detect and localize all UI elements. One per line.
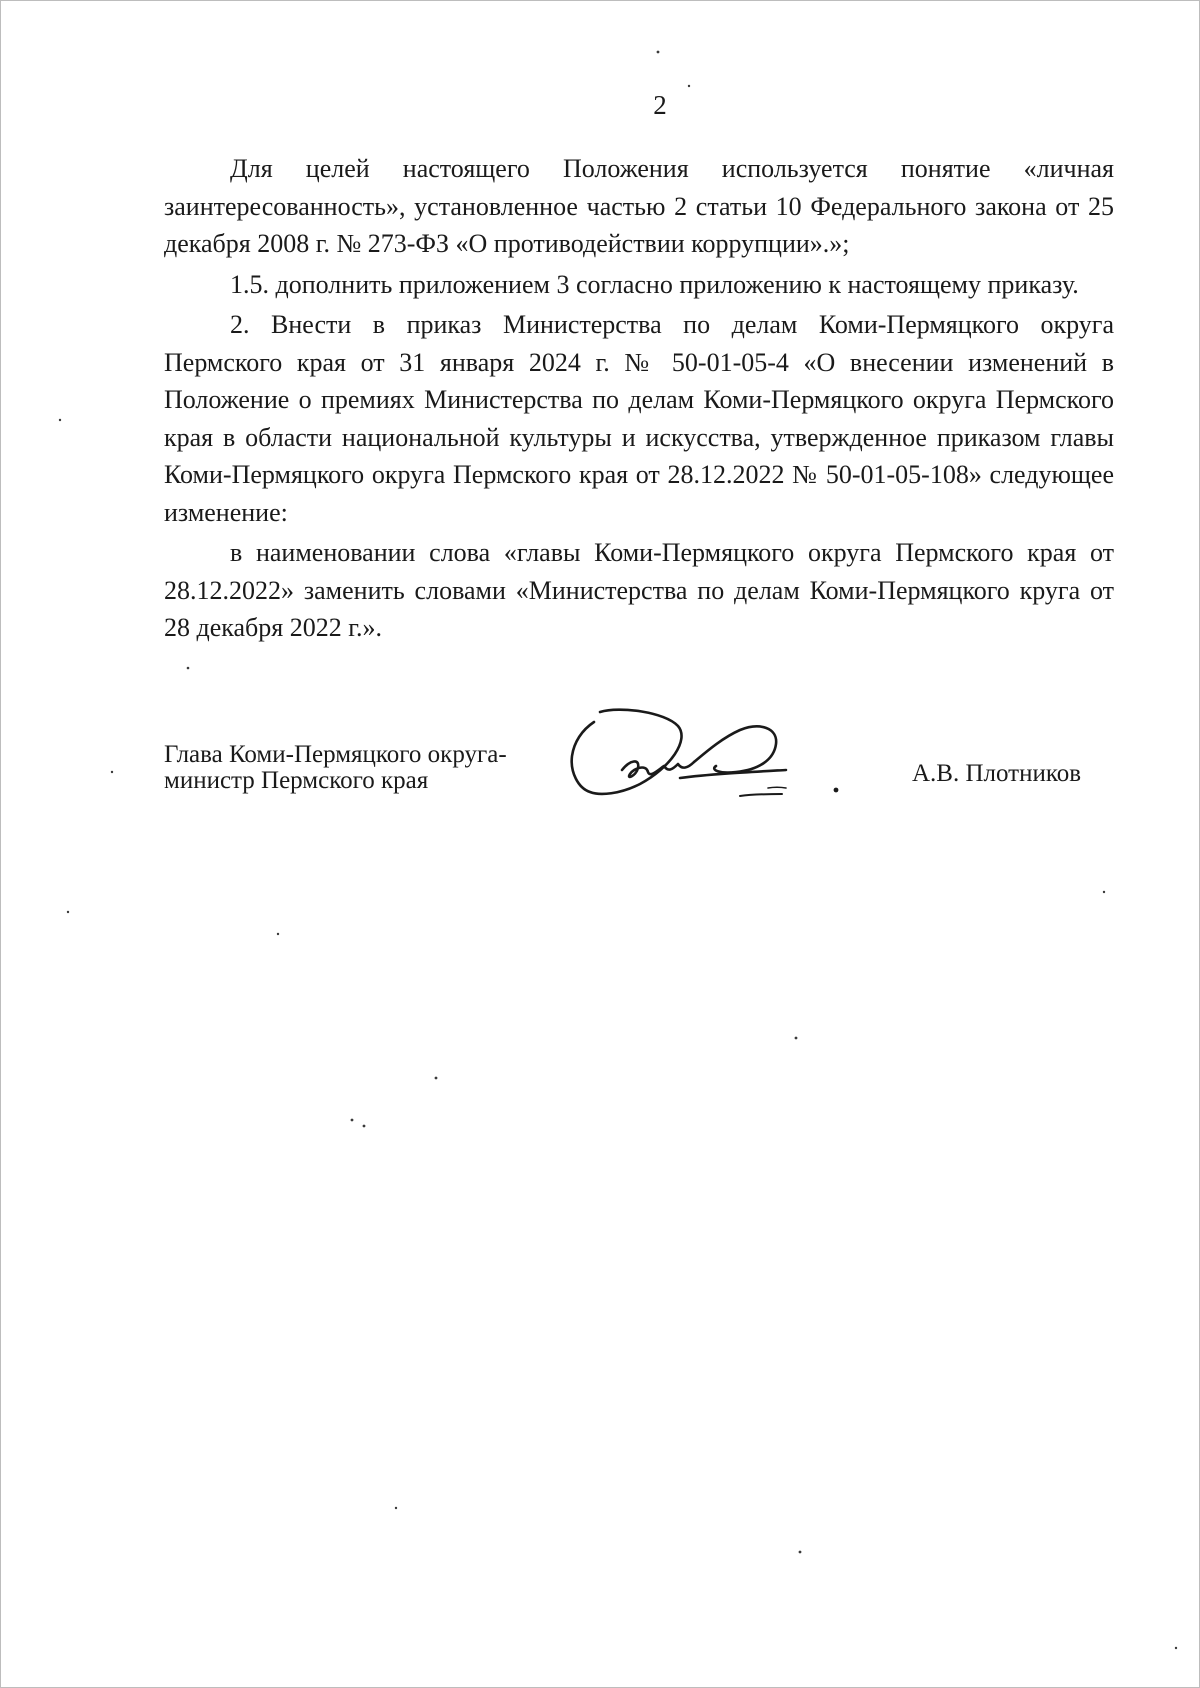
signatory-position-line1: Глава Коми-Пермяцкого округа-	[164, 741, 507, 768]
signatory-name: А.В. Плотников	[912, 760, 1082, 787]
page-number: 2	[653, 90, 667, 120]
signatory-position-line2: министр Пермского края	[164, 767, 429, 794]
paragraph-item-2: 2. Внести в приказ Министерства по делам Коми-Пермяцкого округа Пермского края от 31 января 2024 г. № 50-01-05-4 «О внесении изменений в Положение о премиях Министерства по делам Коми-Пермяцкого округа Пермского края в области национальной культуры и искусства, утвержденное приказом главы Коми-Пермяцкого округа Пермского края от 28.12.2022 № 50-01-05-108» следующее изменение:	[164, 310, 1114, 527]
paragraph-item-1-5: 1.5. дополнить приложением 3 согласно приложению к настоящему приказу.	[230, 269, 1079, 299]
paragraph-title-change: в наименовании слова «главы Коми-Пермяцкого округа Пермского края от 28.12.2022» заменить словами «Министерства по делам Коми-Пермяцкого круга от 28 декабря 2022 г.».	[164, 538, 1114, 642]
paragraph-personal-interest: Для целей настоящего Положения используется понятие «личная заинтересованность», установленное частью 2 статьи 10 Федерального закона от 25 декабря 2008 г. № 273-ФЗ «О противодействии коррупции».»;	[164, 154, 1114, 258]
